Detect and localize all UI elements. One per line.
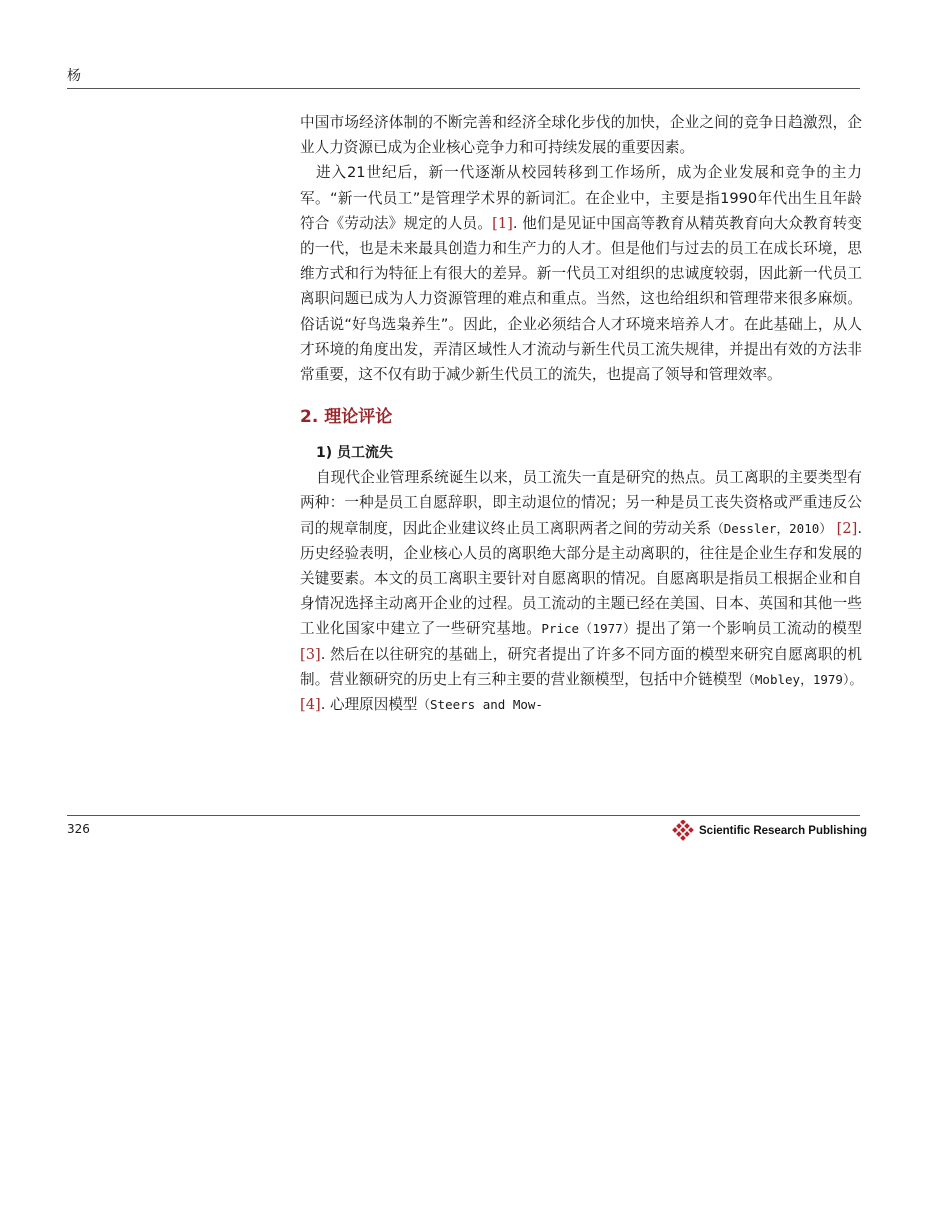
paragraph-employee-turnover xyxy=(300,465,862,717)
paragraph-text: 进入21世纪后，新一代逐渐从校园转移到工作场所，成为企业发展和竞争的主力军。“新一代员工”是管理学术界的新词汇。在企业中，主要是指1990年代出生且年龄符合《劳动法》规定的人员。 xyxy=(300,164,862,232)
inline-citation: （Mobley，1979）。 xyxy=(742,671,862,687)
paragraph-text: . 历史经验表明，企业核心人员的离职绝大部分是主动离职的，往往是企业生存和发展的关键要素。本文的员工离职主要针对自愿离职的情况。自愿离职是指员工根据企业和自身情况选择主动离开企业的过程。员工流动的主题已经在美国、日本、英国和其他一些工业化国家中建立了一些研究基地。 xyxy=(300,519,862,638)
paragraph-text: . 然后在以往研究的基础上，研究者提出了许多不同方面的模型来研究自愿离职的机制。营业额研究的历史上有三种主要的营业额模型，包括中介链模型 xyxy=(300,645,862,688)
paragraph-intro-end: 中国市场经济体制的不断完善和经济全球化步伐的加快，企业之间的竞争日趋激烈，企业人力资源已成为企业核心竞争力和可持续发展的重要因素。 xyxy=(300,114,862,157)
citation-link-1[interactable]: [1] xyxy=(492,214,513,232)
citation-link-4[interactable]: [4] xyxy=(300,696,321,714)
article-body xyxy=(300,110,862,717)
paragraph-text: 自现代企业管理系统诞生以来，员工流失一直是研究的热点。员工离职的主要类型有两种：一种是员工自愿辞职，即主动退位的情况；另一种是员工丧失资格或严重违反公司的规章制度，因此企业建议终止员工离职两者之间的劳动关系 xyxy=(300,469,862,537)
section-heading: 2. 理论评论 xyxy=(300,407,393,428)
inline-citation: （Steers and Mow- xyxy=(417,697,543,713)
subsection-heading: 1) 员工流失 xyxy=(316,445,394,462)
footer-rule xyxy=(67,815,860,816)
inline-citation: （Dessler，2010） xyxy=(711,520,832,536)
scirp-diamond-logo-icon xyxy=(672,820,694,842)
inline-citation: Price（1977） xyxy=(541,621,637,637)
paragraph-text: . 心理原因模型 xyxy=(320,696,418,714)
publisher-name: Scientific Research Publishing xyxy=(699,825,868,837)
publisher-logo[interactable] xyxy=(672,820,867,842)
page-number: 326 xyxy=(67,822,90,836)
citation-link-2[interactable]: [2] xyxy=(836,519,858,537)
header-author: 杨 xyxy=(67,68,81,84)
paragraph-new-generation xyxy=(300,160,862,387)
paragraph-text: . 他们是见证中国高等教育从精英教育向大众教育转变的一代，也是未来最具创造力和生产力的人才。但是他们与过去的员工在成长环境，思维方式和行为特征上有很大的差异。新一代员工对组织的忠诚度较弱，因此新一代员工离职问题已成为人力资源管理的难点和重点。当然，这也给组织和管理带来很多麻烦。俗话说“好鸟选枭养生”。因此，企业必须结合人才环境来培养人才。在此基础上，从人才环境的角度出发，弄清区域性人才流动与新生代员工流失规律，并提出有效的方法非常重要，这不仅有助于减少新生代员工的流失，也提高了领导和管理效率。 xyxy=(300,214,862,384)
paragraph-text: 提出了第一个影响员工流动的模型 xyxy=(636,620,862,638)
header-rule xyxy=(67,88,860,89)
citation-link-3[interactable]: [3] xyxy=(300,645,321,663)
